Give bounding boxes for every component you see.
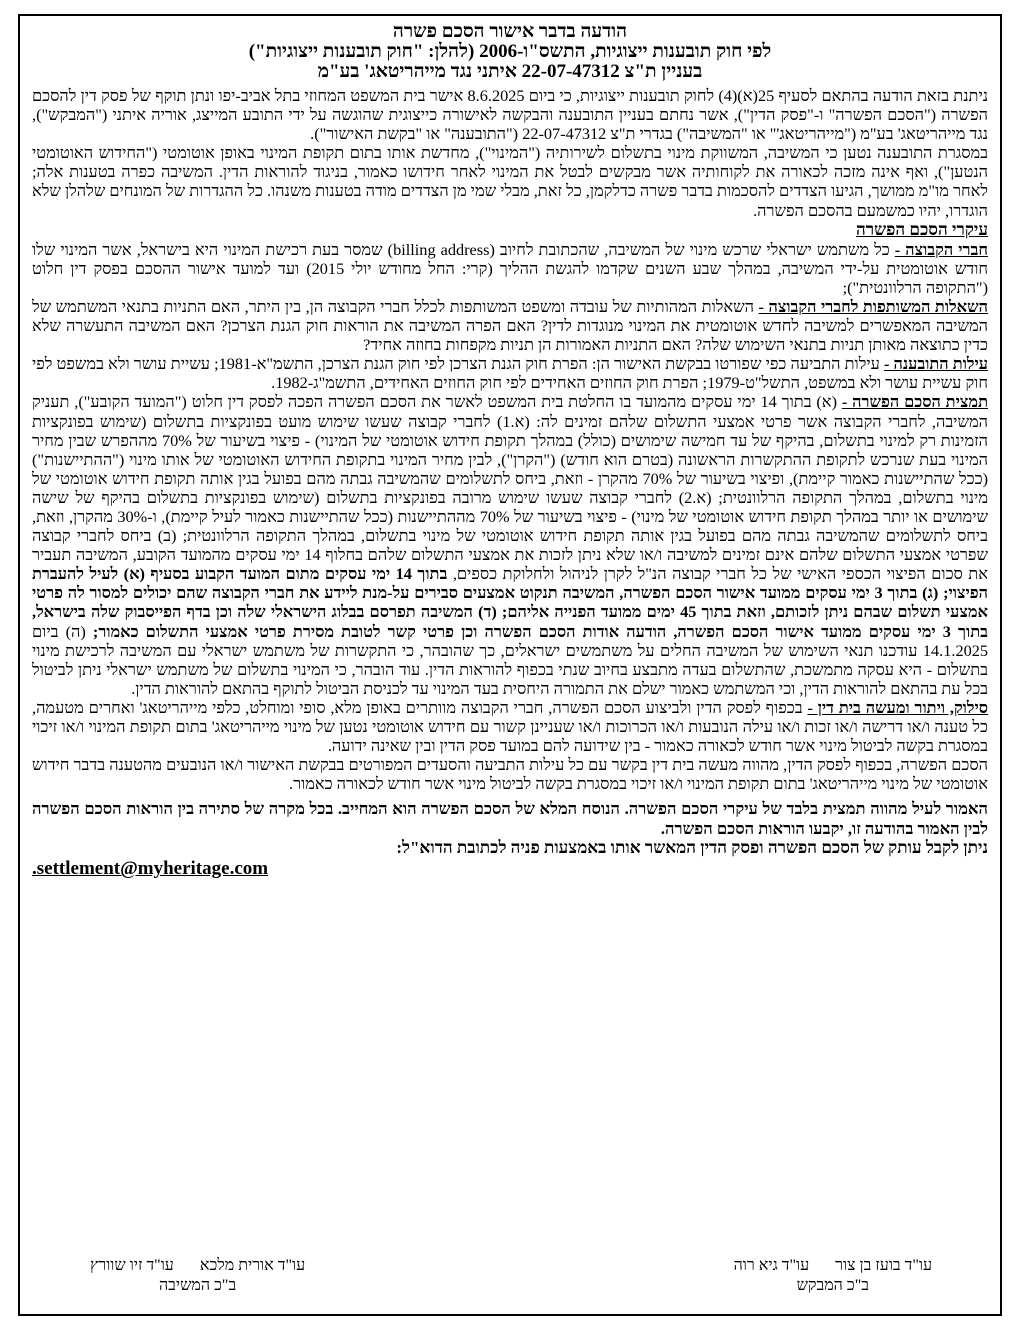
contact-line: ניתן לקבל עותק של הסכם הפשרה ופסק הדין המאשר אותו באמצעות פניה לכתובת הדוא"ל: bbox=[396, 838, 988, 858]
applicant-counsel-signature bbox=[734, 1256, 932, 1296]
common-questions-body: השאלות המהותיות של עובדה ומשפט המשותפות לכלל חברי הקבוצה הן, בין היתר, האם התניות בתנאי המשתמש של המשיבה המאפשרים למשיבה לחדש אוטומטית את המינוי מנוגדות לדין? האם הפרה המשיבה את הוראות חוק הגנת הצרכן? האם המשיבה התעשרה שלא כדין כתוצאה מאותן תניות בתנאי השימוש שלה? האם התניות האמורות הן תניות מקפחות בחוזה אחיד? bbox=[32, 296, 988, 355]
notice-law-reference: לפי חוק תובענות ייצוגיות, התשס"ו-2006 (להלן: "חוק תובענות ייצוגיות") bbox=[248, 41, 772, 62]
class-members-body: כל משתמש ישראלי שרכש מינוי של המשיבה, שהכתובת לחיוב (billing address) שמסר בעת רכישת המינוי היא בישראל, אשר המינוי שלו חודש אוטומטית על-ידי המשיבה, במהלך שבע השנים שקדמו להגשת ההליך (קרי: החל מחודש יולי 2015) ועד למועד אישור ההסכם בפסק דין חלוט ("התקופה הרלוונטית"); bbox=[32, 239, 989, 297]
notice-frame bbox=[18, 14, 1002, 1316]
causes-of-action-body: עילות התביעה כפי שפורטו בבקשת האישור הן: הפרת חוק הגנת הצרכן לפי חוק הגנת הצרכן, התשמ"א-1981; עשיית עושר ולא במשפט לפי חוק עשיית עושר ולא במשפט, התשל"ט-1979; הפרת חוק החוזים האחידים לפי חוק החוזים האחידים, התשמ"ג-1982. bbox=[32, 354, 988, 393]
release-heading: סילוק, ויתור ומעשה בית דין - bbox=[807, 697, 988, 717]
release-body: בכפוף לפסק הדין ולביצוע הסכם הפשרה, חברי הקבוצה מוותרים באופן מלא, סופי ומוחלט, כלפי מייהריטאג' ואחרים מטעמה, כל טענה ו/או דרישה ו/או זכות ו/או עילה הנובעות ו/או הכרוכות ו/או שעניינן קשור עם חידוש אוטומטי נטען של מינוי מייהריטאג' בתום תקופת המינוי ו/או זיכוי במסגרת בקשה לביטול מינוי אשר חודש לכאורה כאמור - בין שידועה להם במועד פסק הדין ובין שאינה ידועה. bbox=[32, 697, 988, 756]
notice-case-reference: בעניין ת"צ 22-07-47312 איתני נגד מייהריטאג' בע"מ bbox=[317, 61, 703, 82]
closing-note: האמור לעיל מהווה תמצית בלבד של עיקרי הסכם הפשרה. הנוסח המלא של הסכם הפשרה הוא המחייב. בכל מקרה של סתירה בין הוראות הסכם הפשרה לבין האמור בהודעה זו, יקבעו הוראות הסכם הפשרה. bbox=[32, 799, 988, 838]
respondent-counsel-signature bbox=[90, 1256, 305, 1296]
common-questions-heading: השאלות המשותפות לחברי הקבוצה - bbox=[758, 296, 988, 316]
class-members-paragraph bbox=[32, 240, 988, 297]
settlement-summary-paragraph bbox=[32, 392, 988, 698]
settlement-summary-bold: בתוך 14 ימי עסקים מתום המועד הקבוע בסעיף (א) לעיל להעברת הפיצוי; (ג) בתוך 3 ימי עסקים ממועד אישור הסכם הפשרה, המשיבה תנקוט אמצעים סבירים על-מנת ליידע את חברי הקבוצה שהם יכולים למסור לה פרטי אמצעי תשלום שבהם ניתן לזכותם, וזאת בתוך 45 ימים ממועד הפנייה אליהם; (ד) המשיבה תפרסם בבלוג הישראלי שלה וכן בדף הפייסבוק שלה בישראל, בתוך 3 ימי עסקים ממועד אישור הסכם הפשרה, הודעה אודות הסכם הפשרה וכן פרטי קשר לטובת מסירת פרטי אמצעי התשלום כאמור; bbox=[32, 564, 989, 641]
notice-title: הודעה בדבר אישור הסכם פשרה bbox=[392, 21, 628, 42]
signatory-name: עו"ד גיא רוה bbox=[733, 1257, 810, 1274]
signatory-role: ב"כ המשיבה bbox=[158, 1277, 237, 1294]
settlement-summary-part1: (א) בתוך 14 ימי עסקים מהמועד בו החלטת בית המשפט לאשר את הסכם הפשרה הפכה לפסק דין חלוט ("המועד הקובע"), תעניק המשיבה, לחברי הקבוצה אשר פרטי אמצעי התשלום שלהם זמינים לה: (א.1) לחברי קבוצה שעשו שימוש מועט בפונקציות בתשלום (שימוש בפונקציות הזמינות רק למינוי בתשלום, בהיקף של עד חמישה שימושים (כולל) במהלך תקופת חידוש אוטומטי של המינוי) - פיצוי בשיעור של 70% מההפרש שבין מחיר המינוי בעת שנרכש לתקופת ההתקשרות הראשונה (בטרם הוא חודש) ("הקרן"), לבין מחיר המינוי בתקופת החידוש האוטומטי של אותו מינוי ("ההתיישנות") (ככל שהתיישנות כאמור קיימת), ופיצוי בשיעור של 70% מהקרן - וזאת, ביחס לתשלומים שהמשיבה גבתה מהם בפועל בגין אותה תקופת חידוש אוטומטי של מינוי בתשלום, במהלך התקופה הרלוונטית; (א.2) לחברי קבוצה שעשו שימוש מרובה בפונקציות בתשלום (שימוש בפונקציות בתשלום בהיקף של שישה שימושים או יותר במהלך תקופת חידוש אוטומטי של מינוי) - פיצוי בשיעור של 70% מההתיישנות (ככל שהתיישנות כאמור לעיל קיימת), ו-30% מהקרן, וזאת, ביחס לתשלומים שהמשיבה גבתה מהם בפועל בגין אותה תקופת חידוש אוטומטי של מינוי בתשלום, במהלך התקופה הרלוונטית; (ב) ביחס לחברי קבוצה שפרטי אמצעי התשלום שלהם אינם זמינים למשיבה ו/או שלא ניתן לזכות את אמצעי התשלום שלהם בחלוף 14 ימי עסקים מהמועד הקובע, המשיבה תעביר את סכום הפיצוי הכספי האישי של כל חברי קבוצה הנ"ל לקרן לניהול ולחלוקת כספים, bbox=[32, 392, 989, 584]
intro-paragraph-2: במסגרת התובענה נטען כי המשיבה, המשווקת מינוי בתשלום לשירותיה ("המינוי"), מחדשת אותו בתום תקופת המינוי באופן אוטומטי ("החידוש האוטומטי הנטען"), ואף אינה מזכה לכאורה את לקוחותיה אשר מבקשים לבטל את המינוי לאחר חידושו כאמור, בניגוד להוראות הדין. המשיבה כפרה בטענות אלה; לאחר מו"מ ממושך, הגיעו הצדדים להסכמות בדבר פשרה כדלקמן, כל זאת, מבלי שמי מן הצדדים מודה בטענות משנהו. כל ההגדרות של המונחים שלהלן שלא הוגדרו, יהיו כמשמעם בהסכם הפשרה. bbox=[32, 143, 988, 220]
signatory-name: עו"ד זיו שוורץ bbox=[90, 1257, 174, 1274]
notice-header bbox=[32, 22, 988, 82]
intro-paragraph-1: ניתנת בזאת הודעה בהתאם לסעיף 25(א)(4) לחוק תובענות ייצוגיות, כי ביום 8.6.2025 אישר בית המשפט המחוזי בתל אביב-יפו ונתן תוקף של פסק דין להסכם הפשרה ("הסכם הפשרה" ו-"פסק הדין"), אשר נחתם בעניין התובענה והבקשה לאישורה כייצוגית שהוגשה על ידי התובע המייצג, אוריה איתני ("המבקש"), נגד מייהריטאג' בע"מ ("מייהריטאג'" או "המשיבה") בגדרי ת"צ 22-07-47312 ("התובענה" או "בקשת האישור"). bbox=[32, 86, 989, 144]
res-judicata-paragraph: הסכם הפשרה, בכפוף לפסק הדין, מהווה מעשה בית דין בקשר עם כל עילות התביעה והסעדים המפורטים בבקשת האישור ו/או הנובעים מהטענה בדבר חידוש אוטומטי של מינוי מייהריטאג' בתום תקופת המינוי ו/או זיכוי במסגרת בקשה לביטול מינוי אשר חודש לכאורה כאמור. bbox=[32, 755, 988, 794]
signatory-name: עו"ד אורית מלכא bbox=[199, 1257, 306, 1274]
settlement-summary-heading: תמצית הסכם הפשרה - bbox=[841, 392, 988, 412]
causes-of-action-heading: עילות התובענה - bbox=[883, 354, 988, 374]
signatures-block bbox=[90, 1256, 932, 1296]
contact-email: .settlement@myheritage.com bbox=[32, 858, 269, 880]
settlement-summary-title: עיקרי הסכם הפשרה bbox=[855, 219, 988, 239]
class-members-heading: חברי הקבוצה - bbox=[894, 239, 989, 259]
signatory-name: עו"ד בועז בן צור bbox=[835, 1257, 932, 1274]
signatory-role: ב"כ המבקש bbox=[796, 1277, 869, 1294]
release-paragraph bbox=[32, 698, 988, 755]
causes-of-action-paragraph bbox=[32, 354, 988, 392]
common-questions-paragraph bbox=[32, 297, 988, 354]
settlement-summary-part2: (ה) ביום 14.1.2025 עודכנו תנאי השימוש של המשיבה החלים על משתמשים ישראלים, כך שהובהר, כי התקשרות של משתמש ישראלי עם המשיבה לרכישת מינוי בתשלום - היא עסקה מתמשכת, שהתשלום בעדה מתבצע בחיוב שנתי בכפוף להוראות הדין. עוד הובהר, כי המינוי בתשלום של משתמש ישראלי ניתן לביטול בכל עת בהתאם להוראות הדין, וכי המשתמש כאמור ישלם את התמורה היחסית בעד המינוי עד לכניסת הביטול לתוקף בהתאם להוראות הדין. bbox=[32, 621, 988, 698]
